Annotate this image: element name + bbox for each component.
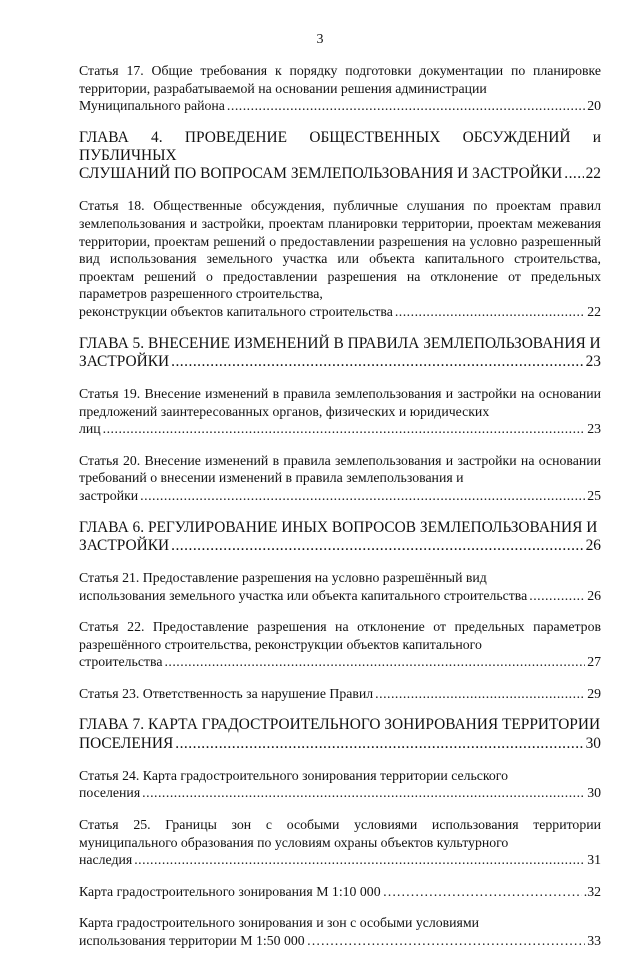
entry-text-last-line: застройки: [79, 487, 139, 503]
dot-leader: [140, 487, 585, 505]
dot-leader: [103, 420, 586, 438]
entry-page-number: 23: [587, 421, 601, 437]
entry-text-last-line: СЛУШАНИЙ ПО ВОПРОСАМ ЗЕМЛЕПОЛЬЗОВАНИЯ И ЗАСТРОЙКИ: [79, 165, 563, 183]
dot-leader: [171, 353, 584, 371]
dot-leader: [395, 303, 585, 321]
entry-text: Карта градостроительного зонирования и зон с особыми условиями: [79, 915, 479, 931]
entry-page-number: 25: [587, 487, 601, 503]
entry-text: ГЛАВА 5. ВНЕСЕНИЕ ИЗМЕНЕНИЙ В ПРАВИЛА ЗЕМЛЕПОЛЬЗОВАНИЯ И: [79, 334, 601, 352]
entry-page-number: 30: [587, 785, 601, 801]
entry-page-number: .32: [583, 883, 601, 899]
dot-leader: [164, 653, 585, 671]
toc-entry[interactable]: [79, 385, 601, 438]
entry-page-number: 26: [585, 536, 601, 554]
entry-page-number: 33: [587, 933, 601, 949]
entry-text: Статья 25. Границы зон с особыми условиями использования территории муниципального образования по условиям охраны объектов культурного: [79, 817, 601, 850]
entry-page-number: 31: [587, 852, 601, 868]
dot-leader: [375, 685, 585, 703]
entry-text: Статья 17. Общие требования к порядку подготовки документации по планировке территории, разрабатываемой на основании решения администрации: [79, 63, 601, 96]
entry-text: ГЛАВА 6. РЕГУЛИРОВАНИЕ ИНЫХ ВОПРОСОВ ЗЕМЛЕПОЛЬЗОВАНИЯ И: [79, 518, 598, 536]
entry-text-last-line: Статья 23. Ответственность за нарушение Правил: [79, 685, 374, 701]
entry-text-last-line: лиц: [79, 421, 101, 437]
entry-text-last-line: использования земельного участка или объекта капитального строительства: [79, 587, 528, 603]
toc-entry[interactable]: [79, 767, 601, 802]
entry-page-number: 30: [585, 734, 601, 752]
toc-chapter-heading[interactable]: [79, 716, 601, 752]
page-number: 3: [316, 32, 324, 47]
entry-page-number: 27: [587, 654, 601, 670]
table-of-contents: [79, 62, 601, 964]
entry-text-last-line: Карта градостроительного зонирования М 1:10 000: [79, 883, 381, 899]
entry-page-number: 22: [587, 303, 601, 319]
entry-text-last-line: наследия: [79, 852, 133, 868]
toc-entry[interactable]: [79, 197, 601, 320]
entry-text: ГЛАВА 4. ПРОВЕДЕНИЕ ОБЩЕСТВЕННЫХ ОБСУЖДЕНИЙ и ПУБЛИЧНЫХ: [79, 128, 601, 164]
dot-leader: [564, 165, 583, 183]
dot-leader: [142, 784, 585, 802]
entry-text-last-line: поселения: [79, 785, 141, 801]
entry-text-last-line: ЗАСТРОЙКИ: [79, 352, 170, 370]
entry-text: Статья 20. Внесение изменений в правила землепользования и застройки на основании требований о внесении изменений в правила землепользования и: [79, 452, 601, 486]
entry-page-number: 26: [587, 587, 601, 603]
entry-page-number: 20: [587, 98, 601, 114]
entry-page-number: 23: [585, 352, 601, 370]
entry-page-number: 29: [587, 685, 601, 701]
toc-chapter-heading[interactable]: [79, 129, 601, 184]
dot-leader: [175, 735, 583, 753]
ellipsis-leader: [383, 883, 582, 901]
toc-entry[interactable]: [79, 816, 601, 869]
toc-entry-map[interactable]: [79, 914, 601, 949]
ellipsis-leader: [307, 932, 586, 950]
entry-text-last-line: реконструкции объектов капитального строительства: [79, 303, 393, 319]
dot-leader: [171, 537, 584, 555]
entry-page-number: 22: [585, 165, 601, 183]
entry-text: Статья 22. Предоставление разрешения на отклонение от предельных параметров разрешённого строительства, реконструкции объектов капитального: [79, 619, 601, 652]
entry-text: Статья 24. Карта градостроительного зонирования территории сельского: [79, 767, 509, 783]
toc-entry-map[interactable]: [79, 883, 601, 901]
toc-entry[interactable]: [79, 618, 601, 671]
entry-text: Статья 21. Предоставление разрешения на условно разрешённый вид: [79, 569, 487, 585]
entry-text-last-line: Муниципального района: [79, 98, 225, 114]
toc-entry[interactable]: [79, 569, 601, 604]
toc-chapter-heading[interactable]: [79, 519, 601, 555]
entry-text-last-line: использования территории М 1:50 000: [79, 933, 305, 949]
entry-text-last-line: ПОСЕЛЕНИЯ: [79, 734, 174, 752]
toc-entry[interactable]: [79, 62, 601, 115]
dot-leader: [134, 851, 585, 869]
dot-leader: [529, 587, 585, 605]
entry-text: Статья 19. Внесение изменений в правила землепользования и застройки на основании предложений заинтересованных органов, физических и юридических: [79, 385, 601, 419]
entry-text-last-line: строительства: [79, 654, 163, 670]
toc-entry[interactable]: [79, 685, 601, 703]
dot-leader: [227, 97, 585, 115]
toc-entry[interactable]: [79, 452, 601, 505]
entry-text: Статья 18. Общественные обсуждения, публичные слушания по проектам правил землепользования и застройки, проектам планировки территории, проектам межевания территории, проектам решений о предоставлении разрешения на условно разрешенный вид использования земельного участка или объекта капитального строительства, проектам решений о предоставлении разрешения на отклонение от предельных параметров разрешенного строительства,: [79, 198, 601, 302]
toc-chapter-heading[interactable]: [79, 335, 601, 371]
entry-text-last-line: ЗАСТРОЙКИ: [79, 536, 170, 554]
entry-text: ГЛАВА 7. КАРТА ГРАДОСТРОИТЕЛЬНОГО ЗОНИРОВАНИЯ ТЕРРИТОРИИ: [79, 716, 601, 734]
